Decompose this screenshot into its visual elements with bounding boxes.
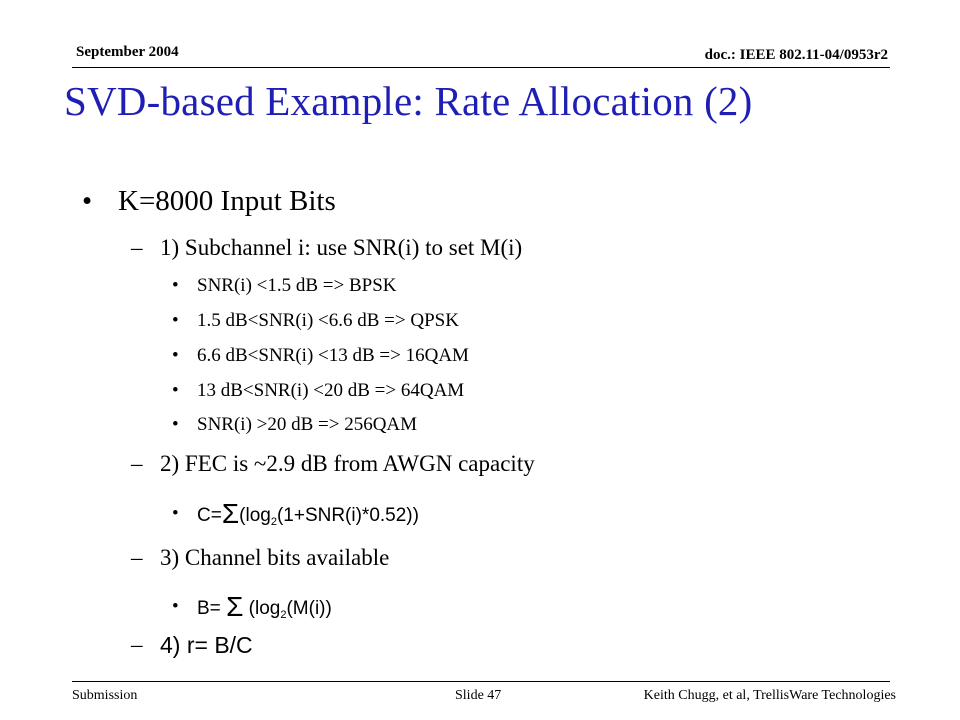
header-date: September 2004 [76, 44, 179, 60]
footer-author: Keith Chugg, et al, TrellisWare Technologies [643, 688, 896, 703]
bullet-marker: • [172, 414, 179, 435]
bullet-main-text: K=8000 Input Bits [118, 185, 336, 217]
formula-subscript: 2 [270, 516, 277, 528]
bits-formula [197, 589, 332, 621]
footer-slide-number: Slide 47 [455, 688, 502, 703]
bullet-marker: • [172, 310, 179, 331]
step-1: 1) Subchannel i: use SNR(i) to set M(i) [160, 235, 523, 260]
bullet-main [82, 185, 92, 218]
mapping-bpsk: SNR(i) <1.5 dB => BPSK [197, 275, 397, 296]
step-3: 3) Channel bits available [160, 545, 390, 570]
header-rule [72, 67, 890, 68]
dash-marker: – [131, 451, 143, 476]
mapping-qpsk: 1.5 dB<SNR(i) <6.6 dB => QPSK [197, 310, 459, 331]
bullet-marker: • [82, 185, 93, 217]
mapping-256qam: SNR(i) >20 dB => 256QAM [197, 414, 418, 435]
formula-prefix: B= [197, 598, 221, 619]
bullet-marker: • [172, 275, 179, 296]
footer-rule [72, 681, 890, 682]
formula-log: (log [239, 505, 271, 526]
step-4: 4) r= B/C [160, 632, 253, 658]
dash-marker: – [131, 545, 143, 570]
mapping-16qam: 6.6 dB<SNR(i) <13 dB => 16QAM [197, 345, 469, 366]
bullet-marker: • [172, 503, 179, 524]
step-2: 2) FEC is ~2.9 dB from AWGN capacity [160, 451, 535, 476]
dash-marker: – [131, 235, 143, 260]
bullet-marker: • [172, 345, 179, 366]
footer-submission: Submission [72, 688, 138, 703]
formula-rest: (1+SNR(i)*0.52)) [276, 505, 419, 526]
sigma-symbol: Σ [226, 591, 244, 622]
formula-subscript: 2 [280, 609, 287, 621]
capacity-formula [197, 496, 419, 528]
dash-marker: – [131, 632, 143, 657]
sigma-symbol: Σ [221, 498, 240, 529]
formula-log: (log [248, 598, 281, 619]
slide-title: SVD-based Example: Rate Allocation (2) [64, 78, 753, 124]
formula-rest: (M(i)) [286, 598, 332, 619]
header-doc-id: doc.: IEEE 802.11-04/0953r2 [704, 47, 888, 63]
mapping-64qam: 13 dB<SNR(i) <20 dB => 64QAM [197, 380, 465, 401]
bullet-marker: • [172, 596, 179, 617]
bullet-marker: • [172, 380, 179, 401]
formula-prefix: C= [197, 505, 222, 526]
